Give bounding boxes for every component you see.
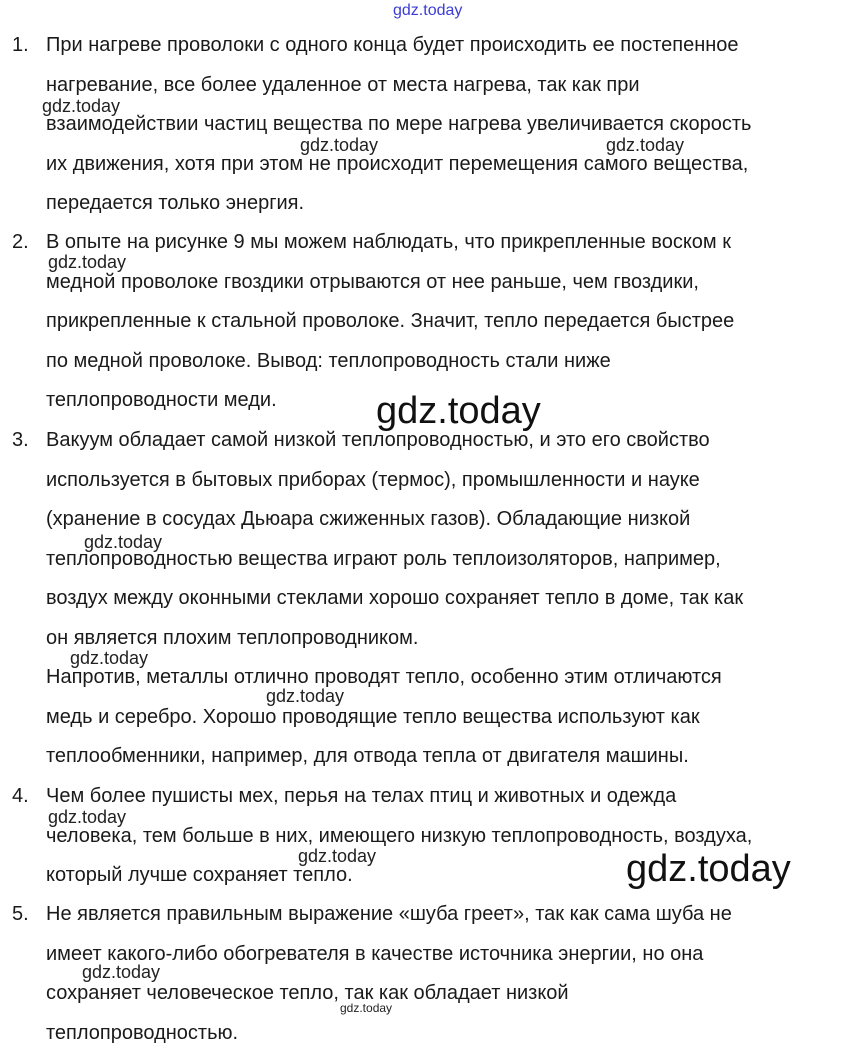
watermark: gdz.today bbox=[298, 846, 377, 866]
text-line: используется в бытовых приборах (термос), промышленности и науке bbox=[46, 468, 700, 491]
watermark: gdz.today bbox=[82, 962, 161, 982]
text-line: сохраняет человеческое тепло, так как обладает низкой bbox=[46, 982, 569, 1004]
watermark-top: gdz.today bbox=[393, 2, 463, 19]
item-number: 1. bbox=[12, 34, 29, 56]
text-line: воздух между оконными стеклами хорошо сохраняет тепло в доме, так как bbox=[46, 587, 744, 609]
text-line: Чем более пушисты мех, перья на телах птиц и животных и одежда bbox=[46, 785, 677, 807]
text-line: передается только энергия. bbox=[46, 192, 305, 214]
text-line: В опыте на рисунке 9 мы можем наблюдать, что прикрепленные воском к bbox=[46, 231, 731, 253]
watermark: gdz.today bbox=[42, 96, 121, 116]
item-text bbox=[46, 223, 862, 421]
item-number: 2. bbox=[12, 231, 29, 253]
watermark: gdz.today bbox=[48, 252, 127, 272]
watermark: gdz.today bbox=[266, 686, 345, 706]
text-line: имеет какого-либо обогревателя в качестве источника энергии, но она bbox=[46, 942, 704, 965]
text-line: взаимодействии частиц вещества по мере нагрева увеличивается скорость bbox=[46, 113, 752, 135]
text-line: Не является правильным выражение «шуба греет», так как сама шуба не bbox=[46, 903, 732, 925]
watermark: gdz.today bbox=[70, 648, 149, 668]
text-line: который лучше сохраняет тепло. bbox=[46, 864, 353, 886]
text-line: При нагреве проволоки с одного конца будет происходить ее постепенное bbox=[46, 34, 739, 56]
text-line: медь и серебро. Хорошо проводящие тепло вещества используют как bbox=[46, 705, 700, 728]
watermark: gdz.today bbox=[300, 135, 379, 155]
watermark-large: gdz.today bbox=[626, 848, 791, 890]
watermark: gdz.today bbox=[84, 532, 163, 552]
item-text bbox=[46, 421, 862, 777]
watermark: gdz.today bbox=[340, 1001, 393, 1015]
text-line: Вакуум обладает самой низкой теплопроводностью, и это его свойство bbox=[46, 429, 710, 451]
text-line: Напротив, металлы отлично проводят тепло, особенно этим отличаются bbox=[46, 666, 722, 688]
text-line: (хранение в сосудах Дьюара сжиженных газов). Обладающие низкой bbox=[46, 508, 691, 530]
item-text bbox=[46, 895, 862, 1053]
text-line: теплопроводности меди. bbox=[46, 389, 277, 411]
item-text bbox=[46, 777, 862, 896]
item-text bbox=[46, 26, 862, 224]
watermark: gdz.today bbox=[606, 135, 685, 155]
watermark-large: gdz.today bbox=[376, 390, 541, 432]
item-number: 4. bbox=[12, 785, 29, 807]
text-line: нагревание, все более удаленное от места нагрева, так как при bbox=[46, 73, 640, 96]
item-number: 3. bbox=[12, 429, 29, 451]
text-line: их движения, хотя при этом не происходит перемещения самого вещества, bbox=[46, 152, 749, 175]
text-line: теплопроводностью. bbox=[46, 1021, 239, 1044]
watermark: gdz.today bbox=[48, 807, 127, 827]
text-line: теплопроводностью вещества играют роль теплоизоляторов, например, bbox=[46, 547, 721, 570]
item-number: 5. bbox=[12, 903, 29, 925]
text-line: человека, тем больше в них, имеющего низкую теплопроводность, воздуха, bbox=[46, 824, 753, 847]
text-line: медной проволоке гвоздики отрываются от нее раньше, чем гвоздики, bbox=[46, 270, 699, 293]
text-line: он является плохим теплопроводником. bbox=[46, 626, 419, 649]
text-line: прикрепленные к стальной проволоке. Значит, тепло передается быстрее bbox=[46, 310, 735, 332]
text-line: теплообменники, например, для отвода тепла от двигателя машины. bbox=[46, 745, 689, 767]
text-line: по медной проволоке. Вывод: теплопроводность стали ниже bbox=[46, 349, 611, 372]
